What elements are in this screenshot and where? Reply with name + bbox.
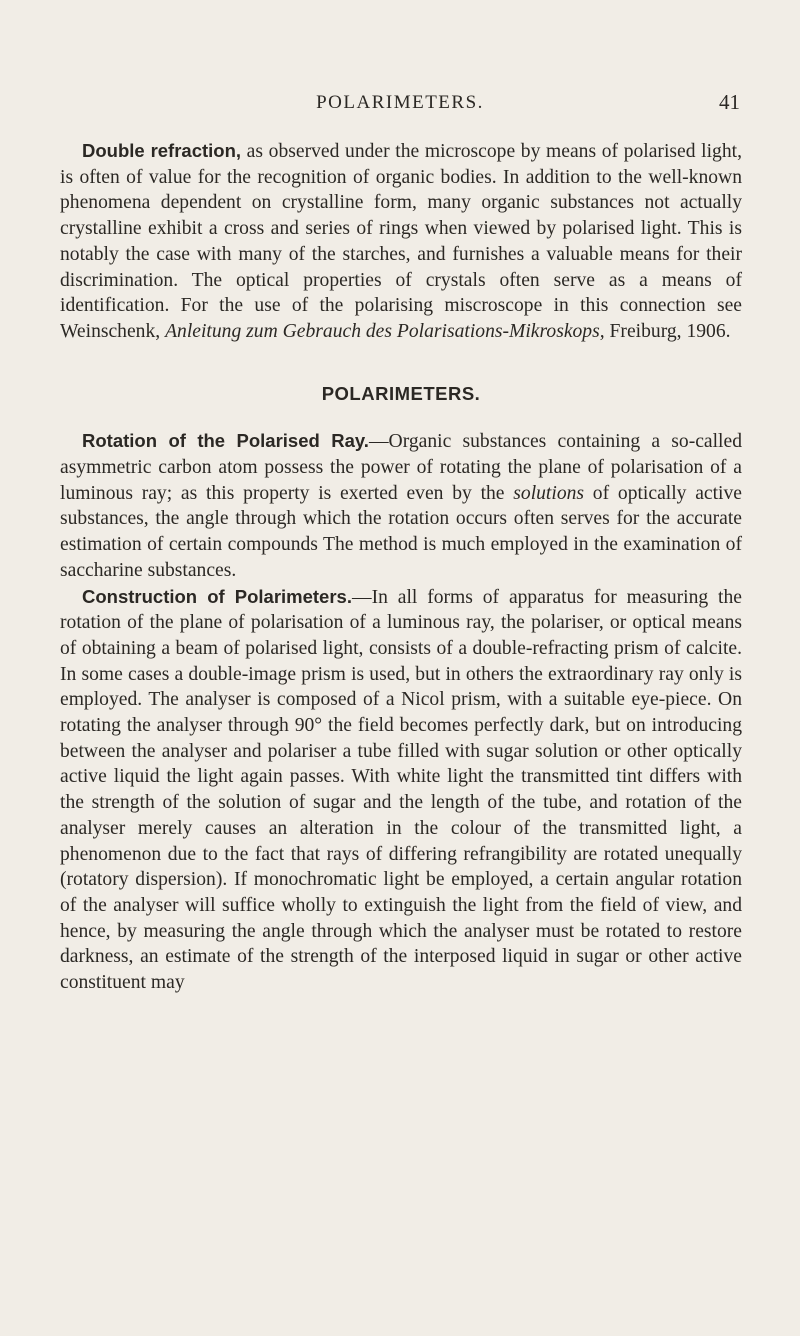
body-text — [60, 138, 742, 996]
paragraph-text: as observed under the microscope by means of polarised light, is often of value for the recognition of organic bodies. In addition to the well-known phenomena dependent on crystalline form, many organic substances not actually crystalline exhibit a cross and series of rings when viewed by polarised light. This is notably the case with many of the starches, and furnishes a valuable means for their discrimination. The optical properties of crystals often serve as a means of identification. For the use of the polarising miscroscope in this connection see Weinschenk, — [60, 141, 742, 342]
paragraph-construction — [60, 584, 742, 996]
run-in-heading: Rotation of the Polarised Ray. — [82, 430, 369, 452]
emphasis-text: solutions — [513, 482, 585, 504]
running-title: POLARIMETERS. — [316, 92, 484, 113]
running-header — [60, 92, 740, 122]
paragraph-text: —In all forms of apparatus for measuring the rotation of the plane of polarisation of a luminous ray, the polariser, or optical means of obtaining a beam of polarised light, consists of a double-refracting prism of calcite. In some cases a double-image prism is used, but in others the extraordinary ray only is employed. The analyser is composed of a Nicol prism, with a suitable eye-piece. On rotating the analyser through 90° the field becomes perfectly dark, but on introducing between the analyser and polariser a tube filled with sugar solution or other optically active liquid the light again passes. With white light the transmitted tint differs with the strength of the solution of sugar and the length of the tube, and rotation of the analyser merely causes an alteration in the colour of the transmitted light, a phenomenon due to the fact that rays of differing refrangibility are rotated unequally (rotatory dispersion). If monochromatic light be employed, a certain angular rotation of the analyser will suffice wholly to extinguish the light from the field of view, and hence, by measuring the angle through which the analyser must be rotated to restore darkness, an estimate of the strength of the interposed liquid in sugar or other active constituent may — [60, 586, 742, 994]
paragraph-rotation — [60, 428, 742, 583]
section-heading: POLARIMETERS. — [321, 382, 481, 404]
run-in-heading: Double refraction, — [82, 140, 242, 161]
run-in-heading: Construction of Polarimeters. — [82, 585, 352, 607]
paragraph-double-refraction — [60, 138, 742, 345]
book-title: Anleitung zum Gebrauch des Polarisations-Mikroskops, — [165, 320, 605, 342]
paragraph-text: of optically active substances, the angle through which the rotation occurs often serves for the accurate estimation of certain compounds The method is much employed in the examination of saccharine substances. — [60, 482, 742, 581]
page-number: 41 — [719, 90, 740, 114]
paragraph-text: Freiburg, 1906. — [604, 320, 731, 342]
paragraph-text: —Organic substances containing a so-called asymmetric carbon atom possess the power of rotating the plane of polarisation of a luminous ray; as this property is exerted even by the — [60, 431, 742, 504]
